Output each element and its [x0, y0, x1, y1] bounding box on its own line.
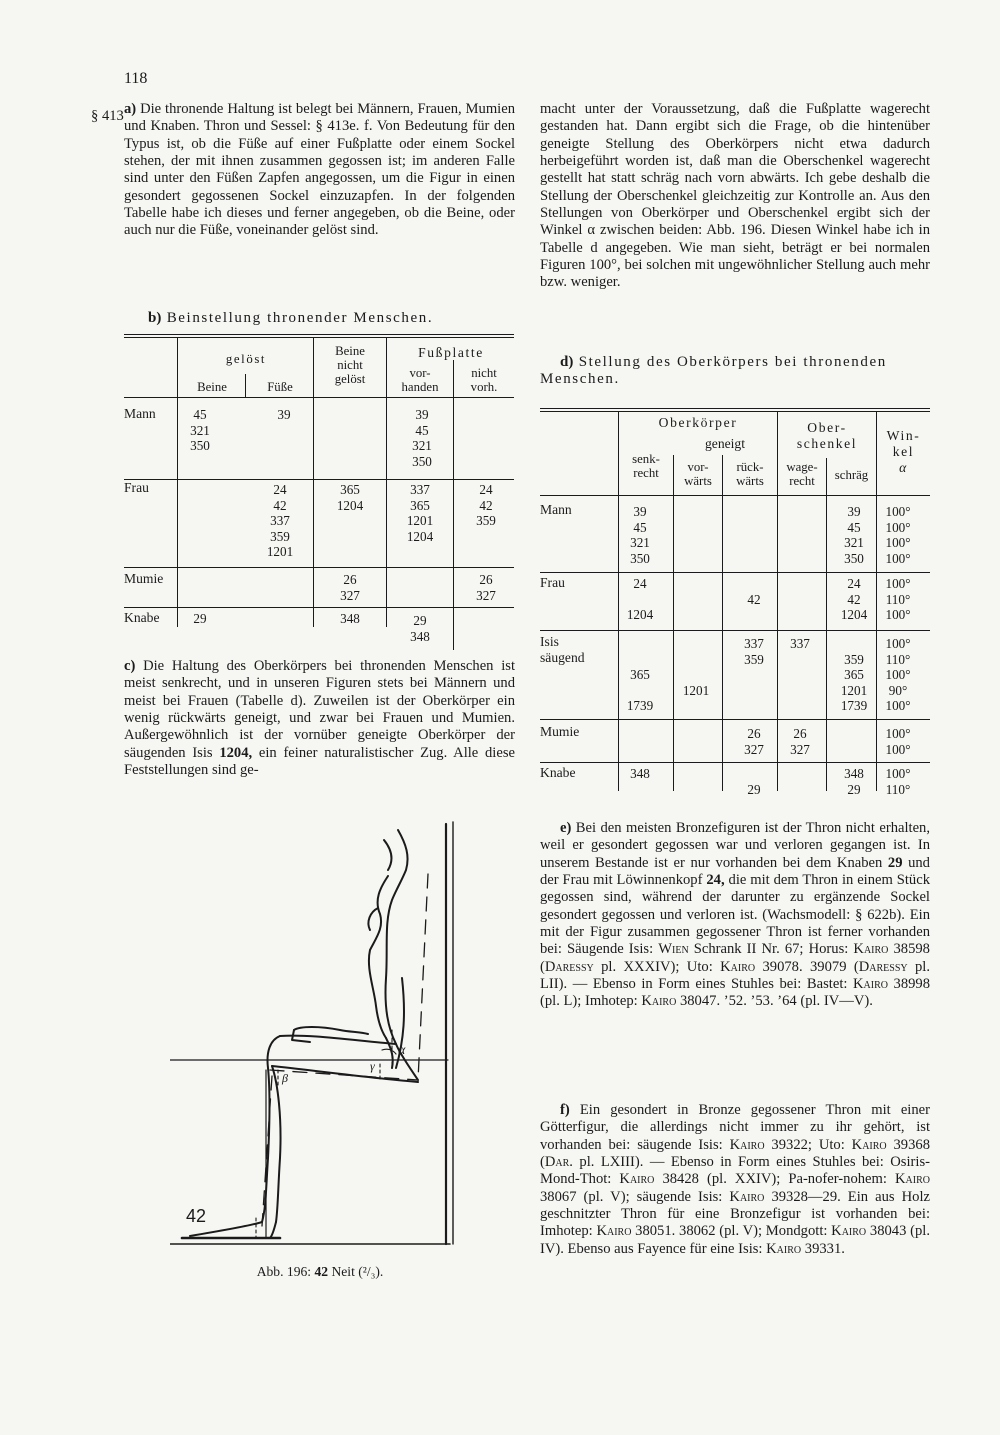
text-run: 39368 ( — [540, 1136, 930, 1171]
table-d-header-winkel — [877, 428, 930, 476]
table-b-title-text: Beinstellung thronender Menschen. — [161, 310, 434, 326]
text-run: 39328—29. Ein aus Holz geschnitzter Thron für eine Bronzefigur ist vorhanden bei: Imhotep: — [540, 1188, 930, 1240]
smallcaps-run: Kairo — [729, 1136, 765, 1153]
table-d-vline — [618, 411, 619, 791]
text-run: 39078. 39079 ( — [755, 958, 859, 975]
paragraph-a — [124, 101, 515, 240]
table-b-top-rule-2 — [124, 337, 514, 338]
header-line: wärts — [736, 474, 764, 488]
table-b-row-rule — [124, 479, 514, 480]
table-b-top-rule — [124, 334, 514, 335]
table-d-cell: 26 327 — [744, 726, 764, 757]
smallcaps-run: Kairo — [895, 1171, 930, 1188]
table-b-vline — [245, 374, 246, 398]
table-b-header-fuesse: Füße — [267, 380, 293, 394]
header-line: wärts — [684, 474, 712, 488]
table-d-header-schraeg: schräg — [834, 468, 869, 482]
caption-number: 42 — [314, 1264, 329, 1279]
smallcaps-run: Daressy — [544, 958, 594, 975]
table-d-header-senkrecht — [620, 452, 672, 480]
table-d-cell: 24 42 1204 — [840, 576, 868, 622]
table-b-cell: 39 45 321 350 — [412, 407, 432, 469]
smallcaps-run: Kairo — [851, 1136, 887, 1153]
smallcaps-run: Kairo — [766, 1240, 802, 1257]
table-b-cell: 26 327 — [476, 572, 496, 603]
table-d-row-rule — [540, 719, 930, 720]
table-b-label: b) — [148, 310, 162, 326]
table-b-header-beine: Beine — [197, 380, 227, 394]
table-b-header-vorhanden — [388, 366, 452, 394]
beta-label: β — [282, 1071, 288, 1085]
bold-run: f) — [560, 1102, 570, 1118]
table-d-cell: 42 — [747, 591, 761, 607]
table-d-cell: 348 29 — [844, 766, 864, 797]
table-d-cell: 348 — [630, 766, 650, 781]
text-run: pl. XXXIV); Uto: — [593, 958, 721, 975]
table-b-cell: 29 — [193, 611, 207, 626]
text-run: 38598 ( — [540, 941, 930, 975]
bold-run: 24, — [706, 872, 725, 889]
table-b-cell: 337 365 1201 1204 — [406, 482, 434, 544]
text-run: 38067 (pl. V); säugende Isis: — [540, 1188, 730, 1205]
header-line: recht — [633, 466, 659, 480]
header-line: rück- — [736, 460, 764, 474]
text-run: 39331. — [801, 1240, 845, 1257]
text-run: 38428 (pl. XXIV); Pa-nofer-nohem: — [654, 1171, 895, 1188]
table-b-row-label: Mumie — [124, 571, 164, 586]
table-b-title — [148, 310, 433, 327]
smallcaps-run: Kairo — [831, 1223, 867, 1240]
table-b-cell: 24 42 359 — [476, 482, 496, 528]
text-run: Schrank II Nr. 67; Horus: — [688, 941, 854, 958]
gamma-label: γ — [370, 1059, 375, 1073]
table-d-header-oberschenkel — [778, 420, 876, 452]
table-b-vline — [177, 337, 178, 627]
table-b-header-nicht-geloest — [314, 344, 386, 386]
text-run: Die thronende Haltung ist belegt bei Männern, Frauen, Mumien und Knaben. Thron und Sessel: § 413e. f. Von Bedeutung für den Typus ist, ob die Füße auf einer Fußplatte oder einem Sockel stehen, der mit ihnen zusammen gegossen ist; im anderen Falle sind unter den Füßen Zapfen angegossen, um die Figur in einen gesondert gegossenen Sockel einzuzapfen. In der folgenden Tabelle habe ich dieses und ferner angegeben, ob die Beine, oder auch nur die Füße, voneinander gelöst sind. — [124, 101, 515, 239]
caption-post: Neit (²/₃). — [328, 1264, 384, 1279]
bold-run: e) — [560, 820, 572, 836]
smallcaps-run: Kairo — [641, 993, 677, 1010]
header-line: wage- — [786, 460, 818, 474]
table-d-top-rule — [540, 408, 930, 409]
table-d-vline — [826, 458, 827, 791]
table-b-header-rule — [124, 397, 514, 398]
table-d-row-label: Frau — [540, 575, 565, 590]
text-run: 38998 (pl. L); Imhotep: — [540, 976, 930, 1010]
ankle-guide — [256, 1218, 266, 1238]
caption-pre: Abb. 196: — [256, 1264, 315, 1279]
text-run: Die Haltung des Oberkörpers bei thronenden Menschen ist meist senkrecht, und in unseren Figuren stets bei Männern und meist bei Frauen (Tabelle d). Zuweilen ist der Oberkörper ein wenig rückwärts geneigt, und zwar bei Frauen und Mumien. Außergewöhnlich ist der vornüber geneigte Oberkörper der säugenden Isis — [124, 658, 515, 761]
table-b-header-geloest: gelöst — [225, 352, 267, 366]
table-b-header-fussplatte: Fußplatte — [418, 345, 484, 360]
bold-run: a) — [124, 101, 137, 117]
table-b-cell: 365 1204 — [336, 482, 364, 513]
table-d-cell: 1201 — [682, 682, 710, 698]
page-number: 118 — [124, 70, 148, 87]
header-line: nicht — [337, 358, 363, 372]
table-d-cell: 100° 110° 100° — [885, 576, 911, 622]
table-b-cell: 24 42 337 359 1201 — [266, 482, 294, 559]
table-d-row-label: Mumie — [540, 724, 580, 739]
header-line: nicht — [471, 366, 497, 380]
table-b-cell: 45 321 350 — [190, 407, 210, 453]
header-line: Win- — [886, 428, 921, 443]
table-b-row-rule — [124, 607, 514, 608]
table-d-cell: 29 — [747, 781, 761, 797]
figure-number-label: 42 — [186, 1206, 207, 1226]
figure-breast — [368, 908, 378, 930]
header-line: vorh. — [470, 380, 498, 394]
table-d-cell: 365 1739 — [626, 667, 654, 713]
table-b-row-label: Mann — [124, 406, 156, 421]
header-line: kel — [892, 444, 915, 459]
table-d-cell: 100° 100° 100° 100° — [885, 504, 911, 566]
text-run: ein feiner naturalistischer Zug. Alle diese Feststellungen sind ge- — [124, 744, 515, 779]
header-line: recht — [789, 474, 815, 488]
table-b-row-rule — [124, 567, 514, 568]
table-d-row-label: Knabe — [540, 765, 576, 780]
text-run: pl. LXIII). — Ebenso in Form eines Stuhles bei: Osiris-Mond-Thot: — [540, 1154, 930, 1188]
table-d-header-geneigt: geneigt — [704, 436, 745, 451]
shin-axis-dashed — [262, 1076, 272, 1226]
text-run: die mit dem Thron in einem Stück gegossen sind, während der darunter zu ergänzende Sockel gesondert gegossen und verloren ist. (Wachsmodell: § 622b). Ein mit der Figur zusammen gegossener Thron ist ferner vorhanden bei: Säugende Isis: — [540, 872, 930, 958]
thigh-axis-dashed — [270, 1070, 418, 1080]
table-d-row-rule — [540, 762, 930, 763]
table-d-row-label: Mann — [540, 502, 572, 517]
table-b-cell: 29 348 — [410, 613, 430, 644]
text-run: 38047. ’52. ’53. ’64 (pl. IV—V). — [676, 993, 873, 1010]
header-line: vor- — [687, 460, 709, 474]
paragraph-continuation: macht unter der Voraussetzung, daß die Fußplatte wagerecht gestanden hat. Dann ergibt sich die Frage, ob die hintenüber geneigte Stellung des Oberkörpers nicht etwa dadurch herbeigeführt worden ist, daß man die Oberschenkel wagerecht gestellt hat statt schräg nach vorn abwärts. Ich gebe deshalb die Stellung der Oberschenkel gleichzeitig zur Kontrolle an. Aus den Stellungen von Oberkörper und Oberschenkel ergibt sich der Winkel α zwischen beiden: Abb. 196. Diesen Winkel habe ich in Tabelle d angegeben. Wie man sieht, beträgt er bei normalen Figuren 100°, bei solchen mit ungewöhnlicher Stellung auch mehr bzw. weniger. — [540, 101, 930, 291]
table-d-cell: 26 327 — [790, 726, 810, 757]
table-b-header-nicht-vorh — [454, 366, 514, 394]
table-d-cell: 100° 100° — [885, 726, 911, 757]
header-line: gelöst — [334, 372, 366, 386]
header-line: vor- — [409, 366, 431, 380]
header-line: senk- — [632, 452, 660, 466]
table-d-cell: 359 365 1201 1739 — [840, 651, 868, 713]
text-run: 38051. 38062 (pl. V); Mondgott: — [631, 1223, 832, 1240]
table-d-row-rule — [540, 630, 930, 631]
table-d-cell: 39 45 321 350 — [630, 504, 650, 566]
smallcaps-run: Kairo — [852, 976, 888, 993]
header-line: schenkel — [796, 436, 858, 451]
table-d-top-rule-2 — [540, 411, 930, 412]
table-d-header-oberkoerper: Oberkörper — [658, 415, 738, 430]
smallcaps-run: Kairo — [596, 1223, 632, 1240]
section-marker: § 413 — [91, 108, 124, 124]
figure-seated-neit — [170, 818, 470, 1258]
table-d-cell: 100° 110° 100° 90° 100° — [885, 636, 911, 713]
smallcaps-run: Kairo — [619, 1171, 655, 1188]
smallcaps-run: Daressy — [858, 958, 908, 975]
table-d-vline — [673, 455, 674, 791]
paragraph-f — [540, 1102, 930, 1258]
table-b-cell: 39 — [277, 407, 291, 422]
table-d-row-label: Isis säugend — [540, 634, 585, 665]
torso-axis-dashed — [418, 874, 428, 1080]
text-run: pl. LII). — Ebenso in Form eines Stuhles bei: Bastet: — [540, 958, 930, 993]
table-b-vline — [386, 337, 387, 627]
table-d-cell: 100° 110° — [885, 766, 911, 797]
header-line: handen — [401, 380, 439, 394]
table-b-row-label: Frau — [124, 480, 149, 495]
table-d-cell: 24 1204 — [626, 576, 654, 622]
table-b-cell: 348 — [340, 611, 360, 626]
bold-run: 1204, — [219, 744, 253, 761]
smallcaps-run: Kairo — [853, 941, 889, 958]
table-d-cell: 337 359 — [744, 636, 764, 667]
table-b-cell: 26 327 — [340, 572, 360, 603]
header-line: Ober- — [807, 420, 847, 435]
text-run: 38043 (pl. IV). Ebenso aus Fayence für eine Isis: — [540, 1223, 930, 1257]
table-d-header-vorwaerts — [674, 460, 722, 488]
figure-shin-back — [272, 1066, 281, 1222]
figure-caption — [170, 1264, 470, 1280]
paragraph-c — [124, 658, 515, 779]
table-d-header-rule — [540, 495, 930, 496]
text-run: und der Frau mit Löwinnenkopf — [540, 854, 930, 889]
table-d-cell: 39 45 321 350 — [844, 504, 864, 566]
table-d-header-rueckwaerts — [723, 460, 777, 488]
smallcaps-run: Dar. — [544, 1154, 573, 1171]
table-d-cell: 337 — [790, 636, 810, 651]
bold-run: 29 — [887, 854, 903, 871]
alpha-label: α — [398, 1043, 406, 1058]
table-d-vline — [722, 455, 723, 791]
text-run: Ein gesondert in Bronze gegossener Thron mit einer Götterfigur, die allerdings nicht immer zu ihr gehört, ist vorhanden bei: säugende Isis: — [540, 1102, 930, 1153]
table-d-title-text: Stellung des Oberkörpers bei thronenden Menschen. — [540, 354, 887, 388]
table-d-row-rule — [540, 572, 930, 573]
smallcaps-run: Kairo — [729, 1188, 765, 1205]
paragraph-e — [540, 820, 930, 1011]
table-b-row-label: Knabe — [124, 610, 160, 625]
figure-hand — [294, 1027, 368, 1034]
smallcaps-run: Kairo — [720, 958, 756, 975]
smallcaps-run: Wien — [658, 941, 689, 958]
table-d-label: d) — [560, 354, 574, 370]
header-line: α — [899, 460, 908, 475]
table-d-header-wagerecht — [778, 460, 826, 488]
text-run: Bei den meisten Bronzefiguren ist der Thron nicht erhalten, weil er gesondert gegossen war und verloren gegangen ist. In unserem Bestande ist er nur vorhanden bei dem Knaben — [540, 820, 930, 871]
header-line: Beine — [335, 344, 365, 358]
bold-run: c) — [124, 658, 136, 674]
text-run: 39322; Uto: — [764, 1136, 852, 1153]
alpha-arc — [382, 1049, 396, 1054]
figure-front-outline — [369, 840, 392, 1038]
table-d-title — [540, 354, 930, 389]
